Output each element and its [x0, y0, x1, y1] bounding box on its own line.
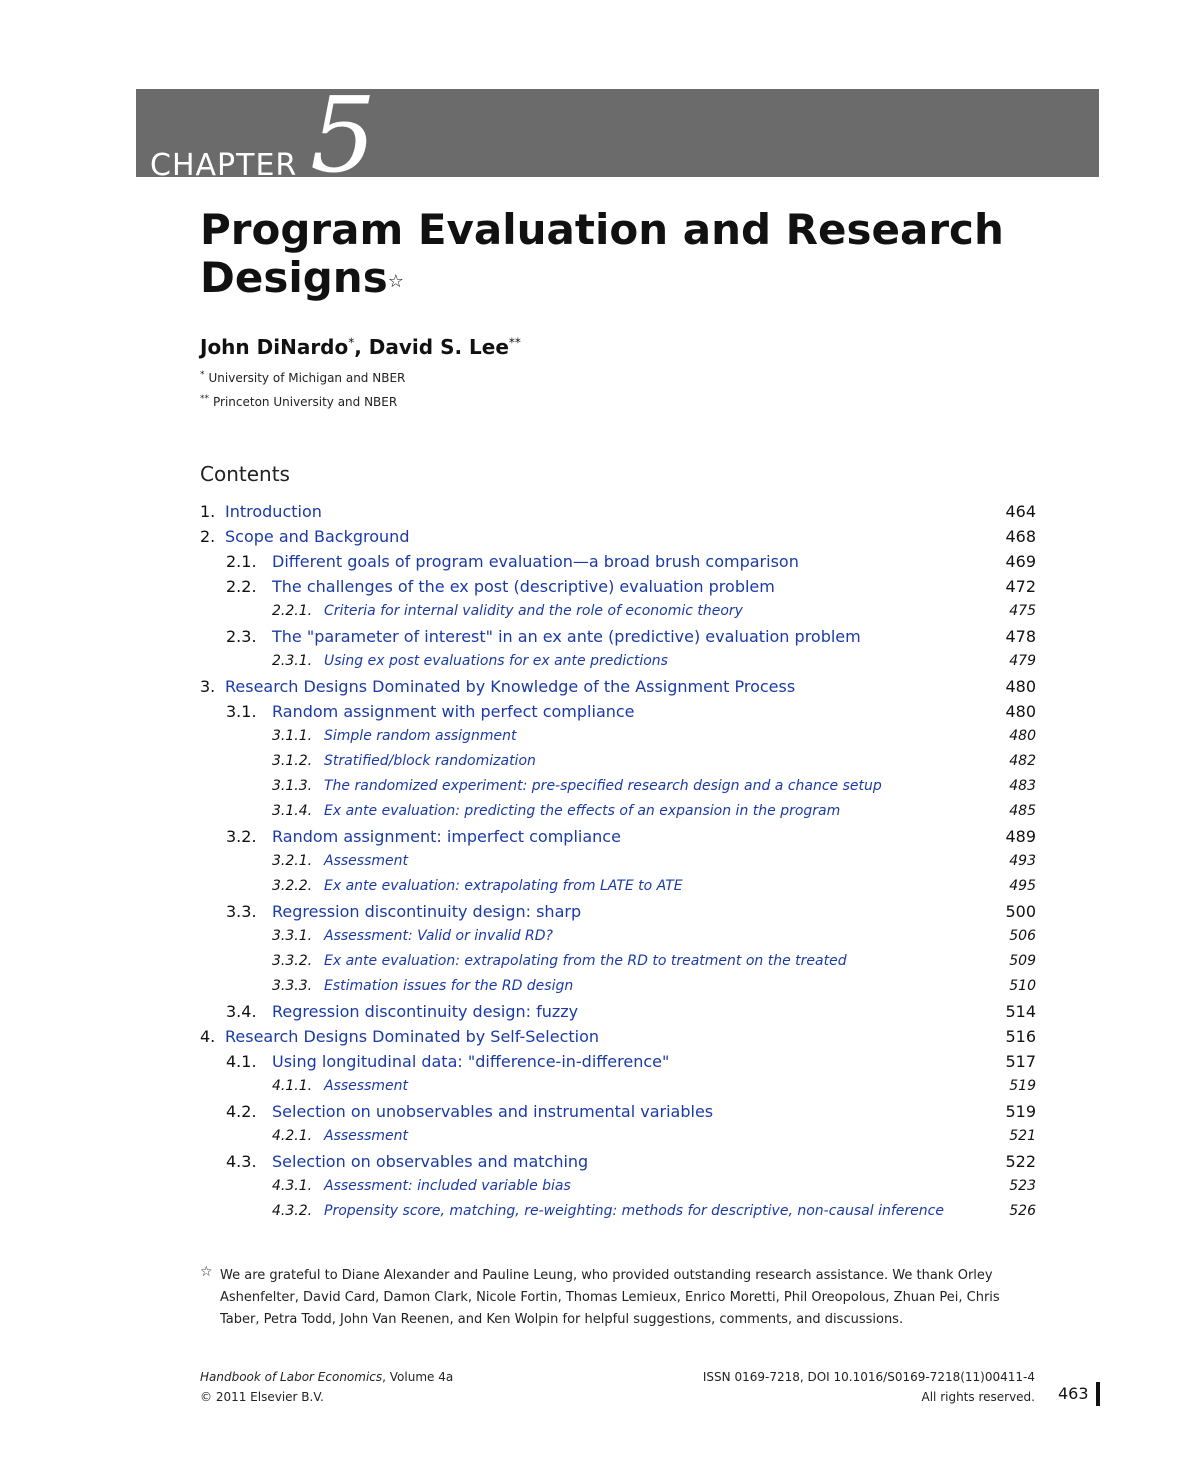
toc-entry[interactable] — [200, 599, 1040, 624]
toc-entry-link[interactable]: Stratified/block randomization — [324, 753, 536, 769]
toc-entry-number: 3.2.2. — [272, 878, 313, 894]
affiliation-2-text: Princeton University and NBER — [213, 395, 398, 409]
toc-entry-number: 3.2. — [226, 827, 257, 846]
toc-entry-link[interactable]: Assessment: Valid or invalid RD? — [324, 928, 553, 944]
toc-entry-link[interactable]: Regression discontinuity design: fuzzy — [272, 1002, 579, 1021]
toc-entry-link[interactable]: Simple random assignment — [324, 728, 517, 744]
author-2-mark[interactable]: ** — [508, 335, 521, 350]
toc-entry[interactable] — [200, 1049, 1040, 1074]
toc-entry-number: 4.1.1. — [272, 1078, 313, 1094]
toc-entry[interactable] — [200, 1149, 1040, 1174]
toc-entry-number: 4.2.1. — [272, 1128, 313, 1144]
toc-entry-link[interactable]: Estimation issues for the RD design — [324, 978, 574, 994]
toc-entry-link[interactable]: Random assignment with perfect compliance — [272, 702, 635, 721]
toc-entry[interactable] — [200, 499, 1040, 524]
author-2: David S. Lee — [368, 335, 509, 359]
toc-entry-page: 506 — [1009, 928, 1036, 944]
toc-entry-page: 516 — [1005, 1027, 1036, 1046]
toc-entry-page: 480 — [1005, 702, 1036, 721]
toc-entry-number: 4.3. — [226, 1152, 257, 1171]
toc-entry[interactable] — [200, 699, 1040, 724]
toc-entry-page: 469 — [1005, 552, 1036, 571]
footer-journal: Handbook of Labor Economics — [200, 1370, 383, 1384]
toc-entry-page: 483 — [1009, 778, 1036, 794]
toc-entry-page: 523 — [1009, 1178, 1036, 1194]
toc-entry-link[interactable]: Selection on unobservables and instrumental variables — [272, 1102, 714, 1121]
toc-entry-page: 514 — [1005, 1002, 1036, 1021]
acknowledgement-footnote — [200, 1265, 1040, 1331]
toc-entry[interactable] — [200, 674, 1040, 699]
page-marker-bar — [1096, 1382, 1100, 1406]
toc-entry-number: 3.1.3. — [272, 778, 313, 794]
toc-entry-link[interactable]: Assessment — [324, 853, 408, 869]
toc-entry-page: 472 — [1005, 577, 1036, 596]
toc-entry-link[interactable]: Assessment — [324, 1128, 408, 1144]
toc-entry-page: 526 — [1009, 1203, 1036, 1219]
toc-entry-number: 3.3.2. — [272, 953, 313, 969]
toc-entry-number: 2. — [200, 527, 216, 546]
toc-entry[interactable] — [200, 974, 1040, 999]
toc-entry-number: 4.2. — [226, 1102, 257, 1121]
toc-entry-number: 2.2. — [226, 577, 257, 596]
toc-entry-number: 3. — [200, 677, 216, 696]
toc-entry-number: 4. — [200, 1027, 216, 1046]
author-1: John DiNardo — [200, 335, 349, 359]
toc-entry-link[interactable]: Criteria for internal validity and the role of economic theory — [324, 603, 743, 619]
toc-entry-page: 495 — [1009, 878, 1036, 894]
toc-entry[interactable] — [200, 949, 1040, 974]
toc-entry-number: 3.4. — [226, 1002, 257, 1021]
toc-entry-number: 2.3.1. — [272, 653, 313, 669]
toc-entry-number: 3.3. — [226, 902, 257, 921]
toc-entry[interactable] — [200, 874, 1040, 899]
footnote-star-mark: ☆ — [200, 1264, 213, 1280]
toc-entry-link[interactable]: Propensity score, matching, re-weighting: methods for descriptive, non-causal inference — [324, 1203, 944, 1219]
toc-entry-link[interactable]: Ex ante evaluation: extrapolating from the RD to treatment on the treated — [324, 953, 847, 969]
toc-entry-link[interactable]: Using longitudinal data: "difference-in-difference" — [272, 1052, 670, 1071]
table-of-contents — [200, 499, 1040, 1224]
toc-entry-page: 485 — [1009, 803, 1036, 819]
toc-entry[interactable] — [200, 649, 1040, 674]
toc-entry-page: 479 — [1009, 653, 1036, 669]
footer-citation — [200, 1367, 453, 1387]
toc-entry[interactable] — [200, 749, 1040, 774]
toc-entry[interactable] — [200, 624, 1040, 649]
footer-rights: All rights reserved. — [921, 1390, 1035, 1404]
toc-entry-link[interactable]: The randomized experiment: pre-specified research design and a chance setup — [324, 778, 882, 794]
title-line-2-text: Designs — [200, 253, 388, 302]
chapter-label: CHAPTER — [150, 148, 298, 183]
toc-entry-page: 500 — [1005, 902, 1036, 921]
toc-entry-link[interactable]: Different goals of program evaluation—a broad brush comparison — [272, 552, 799, 571]
toc-entry[interactable] — [200, 1074, 1040, 1099]
chapter-title — [200, 206, 1080, 302]
toc-entry-page: 510 — [1009, 978, 1036, 994]
footer-issn-doi[interactable]: ISSN 0169-7218, DOI 10.1016/S0169-7218(11)00411-4 — [702, 1370, 1035, 1384]
author-separator: , — [354, 335, 369, 359]
toc-entry[interactable] — [200, 774, 1040, 799]
footer-volume: , Volume 4a — [382, 1370, 454, 1384]
toc-entry-page: 480 — [1005, 677, 1036, 696]
toc-entry-number: 1. — [200, 502, 216, 521]
toc-entry[interactable] — [200, 1124, 1040, 1149]
toc-entry[interactable] — [200, 799, 1040, 824]
toc-entry[interactable] — [200, 524, 1040, 549]
toc-entry[interactable] — [200, 849, 1040, 874]
toc-entry-number: 3.3.3. — [272, 978, 313, 994]
toc-entry-number: 4.3.1. — [272, 1178, 313, 1194]
page-number: 463 — [1058, 1384, 1089, 1403]
toc-entry-page: 464 — [1005, 502, 1036, 521]
toc-entry[interactable] — [200, 899, 1040, 924]
toc-entry[interactable] — [200, 924, 1040, 949]
toc-entry-link[interactable]: Regression discontinuity design: sharp — [272, 902, 582, 921]
authors — [200, 335, 521, 359]
toc-entry-link[interactable]: Research Designs Dominated by Knowledge of the Assignment Process — [225, 677, 796, 696]
toc-entry-link[interactable]: Ex ante evaluation: predicting the effects of an expansion in the program — [324, 803, 841, 819]
toc-entry-number: 3.3.1. — [272, 928, 313, 944]
chapter-number: 5 — [310, 74, 377, 196]
toc-entry-link[interactable]: Introduction — [225, 502, 322, 521]
affiliation-1 — [200, 370, 405, 385]
toc-entry[interactable] — [200, 1199, 1040, 1224]
toc-entry-link[interactable]: Research Designs Dominated by Self-Selection — [225, 1027, 600, 1046]
toc-entry[interactable] — [200, 724, 1040, 749]
author-1-mark[interactable]: * — [348, 335, 355, 350]
star-footnote-marker[interactable]: ☆ — [387, 271, 404, 292]
affiliation-1-mark: * — [200, 370, 205, 380]
toc-entry-page: 478 — [1005, 627, 1036, 646]
toc-entry-page: 519 — [1005, 1102, 1036, 1121]
toc-entry-number: 2.3. — [226, 627, 257, 646]
toc-entry-number: 3.1. — [226, 702, 257, 721]
toc-entry[interactable] — [200, 1174, 1040, 1199]
toc-entry-page: 509 — [1009, 953, 1036, 969]
toc-entry-page: 517 — [1005, 1052, 1036, 1071]
title-line-1: Program Evaluation and Research — [200, 205, 1004, 254]
toc-entry-number: 3.1.4. — [272, 803, 313, 819]
toc-entry-link[interactable]: Random assignment: imperfect compliance — [272, 827, 621, 846]
contents-heading: Contents — [200, 462, 290, 486]
toc-entry-page: 489 — [1005, 827, 1036, 846]
footer-copyright: © 2011 Elsevier B.V. — [200, 1390, 324, 1404]
toc-entry-page: 493 — [1009, 853, 1036, 869]
footer-right — [703, 1367, 1035, 1407]
toc-entry[interactable] — [200, 549, 1040, 574]
toc-entry-page: 522 — [1005, 1152, 1036, 1171]
footnote-text: We are grateful to Diane Alexander and Pauline Leung, who provided outstanding research assistance. We thank Orley Ashenfelter, David Card, Damon Clark, Nicole Fortin, Thomas Lemieux, Enrico Moretti, Phil Oreopolous, Zhuan Pei, Chris Taber, Petra Todd, John Van Reenen, and Ken Wolpin for helpful suggestions, comments, and discussions. — [220, 1268, 1000, 1327]
toc-entry[interactable] — [200, 574, 1040, 599]
toc-entry-number: 2.2.1. — [272, 603, 313, 619]
toc-entry-link[interactable]: Scope and Background — [225, 527, 410, 546]
affiliation-2-mark: ** — [200, 394, 209, 404]
toc-entry-number: 3.1.1. — [272, 728, 313, 744]
toc-entry[interactable] — [200, 1024, 1040, 1049]
toc-entry-page: 475 — [1009, 603, 1036, 619]
toc-entry-number: 2.1. — [226, 552, 257, 571]
toc-entry-number: 3.1.2. — [272, 753, 313, 769]
toc-entry-page: 521 — [1009, 1128, 1036, 1144]
footer-left — [200, 1367, 453, 1407]
affiliation-2 — [200, 394, 397, 409]
toc-entry-link[interactable]: The challenges of the ex post (descriptive) evaluation problem — [272, 577, 775, 596]
toc-entry-number: 4.1. — [226, 1052, 257, 1071]
toc-entry-link[interactable]: Using ex post evaluations for ex ante predictions — [324, 653, 668, 669]
toc-entry[interactable] — [200, 1099, 1040, 1124]
title-line-2 — [200, 254, 1080, 302]
toc-entry-link[interactable]: The "parameter of interest" in an ex ante (predictive) evaluation problem — [272, 627, 861, 646]
toc-entry[interactable] — [200, 999, 1040, 1024]
toc-entry-link[interactable]: Selection on observables and matching — [272, 1152, 589, 1171]
toc-entry-number: 4.3.2. — [272, 1203, 313, 1219]
toc-entry-link[interactable]: Assessment: included variable bias — [324, 1178, 571, 1194]
affiliation-1-text: University of Michigan and NBER — [208, 371, 406, 385]
toc-entry-page: 482 — [1009, 753, 1036, 769]
toc-entry-page: 468 — [1005, 527, 1036, 546]
toc-entry[interactable] — [200, 824, 1040, 849]
toc-entry-number: 3.2.1. — [272, 853, 313, 869]
toc-entry-link[interactable]: Ex ante evaluation: extrapolating from LATE to ATE — [324, 878, 683, 894]
toc-entry-link[interactable]: Assessment — [324, 1078, 408, 1094]
toc-entry-page: 480 — [1009, 728, 1036, 744]
toc-entry-page: 519 — [1009, 1078, 1036, 1094]
